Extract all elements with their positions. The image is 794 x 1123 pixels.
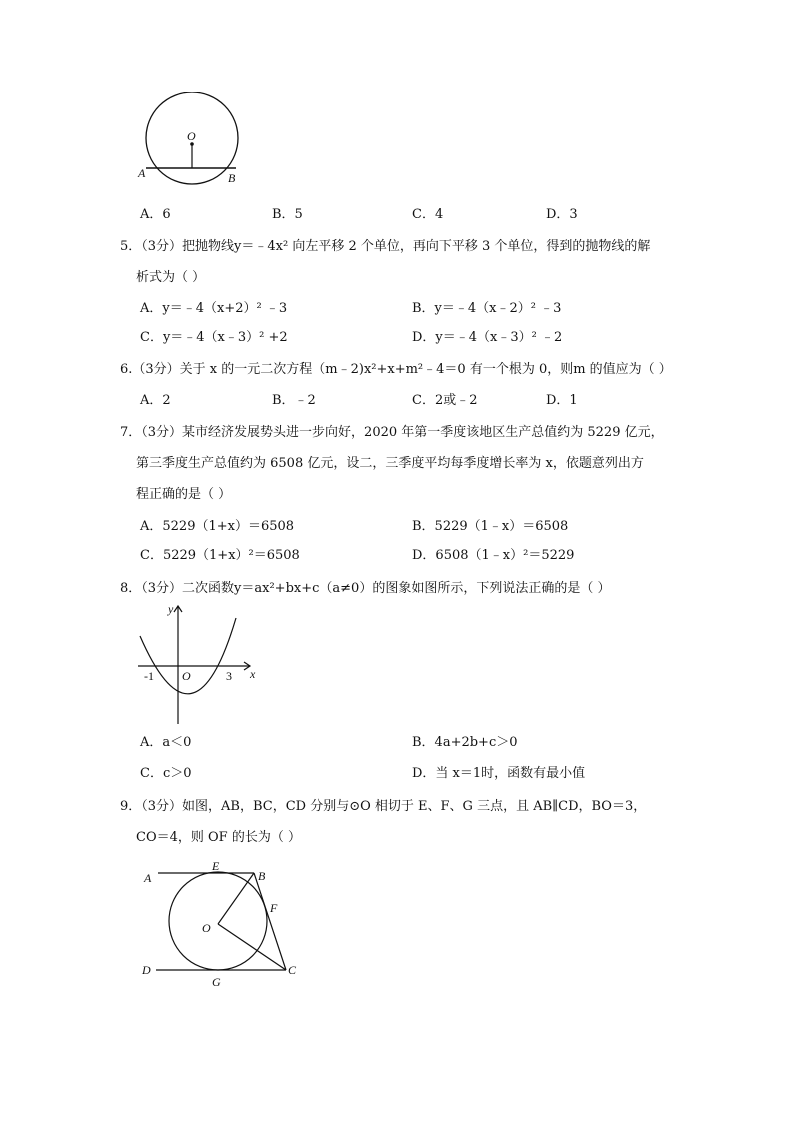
label-y: y	[168, 602, 174, 616]
q4-option-b: B．5	[272, 207, 303, 222]
q5-option-c: C．y＝﹣4（x﹣3）² +2	[140, 330, 288, 345]
line-bc	[254, 873, 286, 970]
label-e: E	[212, 859, 220, 873]
q4-option-d: D．3	[546, 207, 578, 222]
parabola-figure	[132, 600, 262, 728]
q9-stem-line1: 9．（3分）如图，AB，BC，CD 分别与⊙O 相切于 E、F、G 三点，且 AB∥CD，BO＝3，	[120, 799, 647, 814]
label-neg1: -1	[144, 669, 154, 683]
label-o: O	[187, 129, 196, 143]
circle-o	[169, 872, 267, 970]
q5-option-b: B．y＝﹣4（x﹣2）² ﹣3	[412, 301, 562, 316]
line-oc	[218, 924, 286, 970]
q6-option-a: A．2	[140, 393, 171, 408]
label-x: x	[250, 667, 256, 681]
q4-option-c: C．4	[412, 207, 444, 222]
q7-stem-line3: 程正确的是（ ）	[136, 487, 232, 502]
q9-stem-line2: CO＝4，则 OF 的长为（ ）	[136, 830, 301, 845]
q7-option-d: D．6508（1﹣x）²＝5229	[412, 548, 575, 563]
q6-stem-line1: 6.（3分）关于 x 的一元二次方程（m﹣2)x²+x+m²﹣4＝0 有一个根为 0，则m 的值应为（ ）	[120, 362, 672, 377]
line-ob	[218, 873, 254, 924]
tangent-figure	[136, 856, 316, 992]
q7-option-a: A．5229（1+x）＝6508	[140, 519, 295, 534]
label-b: B	[228, 171, 236, 185]
label-c: C	[288, 963, 297, 977]
q8-option-d: D．当 x＝1时，函数有最小值	[412, 766, 586, 781]
q7-stem-line2: 第三季度生产总值约为 6508 亿元，设二，三季度平均每季度增长率为 x，依题意列出方	[136, 456, 644, 471]
label-o: O	[202, 921, 211, 935]
label-d: D	[142, 963, 151, 977]
q6-option-d: D．1	[546, 393, 578, 408]
label-a: A	[138, 166, 146, 180]
label-b: B	[258, 869, 266, 883]
q8-option-b: B．4a+2b+c＞0	[412, 735, 518, 750]
q5-stem-line2: 析式为（ ）	[136, 270, 206, 285]
q7-option-b: B．5229（1﹣x）＝6508	[412, 519, 569, 534]
q7-option-c: C．5229（1+x）²＝6508	[140, 548, 300, 563]
q5-stem-line1: 5．（3分）把抛物线y＝﹣4x² 向左平移 2 个单位，再向下平移 3 个单位，得到的抛物线的解	[120, 239, 651, 254]
q5-option-d: D．y＝﹣4（x﹣3）² ﹣2	[412, 330, 563, 345]
label-g: G	[212, 975, 221, 989]
q8-option-a: A．a＜0	[140, 735, 192, 750]
circle-chord-figure	[132, 92, 252, 192]
q6-option-c: C．2或﹣2	[412, 393, 478, 408]
q6-option-b: B．﹣2	[272, 393, 316, 408]
q4-option-a: A．6	[140, 207, 171, 222]
label-a: A	[144, 871, 152, 885]
label-3: 3	[226, 669, 232, 683]
q5-option-a: A．y＝﹣4（x+2）² ﹣3	[140, 301, 288, 316]
label-origin: O	[182, 669, 191, 683]
label-f: F	[270, 901, 278, 915]
q8-option-c: C．c＞0	[140, 766, 192, 781]
q8-stem-line1: 8．（3分）二次函数y＝ax²+bx+c（a≠0）的图象如图所示，下列说法正确的是（ ）	[120, 581, 611, 596]
q7-stem-line1: 7．（3分）某市经济发展势头进一步向好，2020 年第一季度该地区生产总值约为 5229 亿元，	[120, 425, 664, 440]
